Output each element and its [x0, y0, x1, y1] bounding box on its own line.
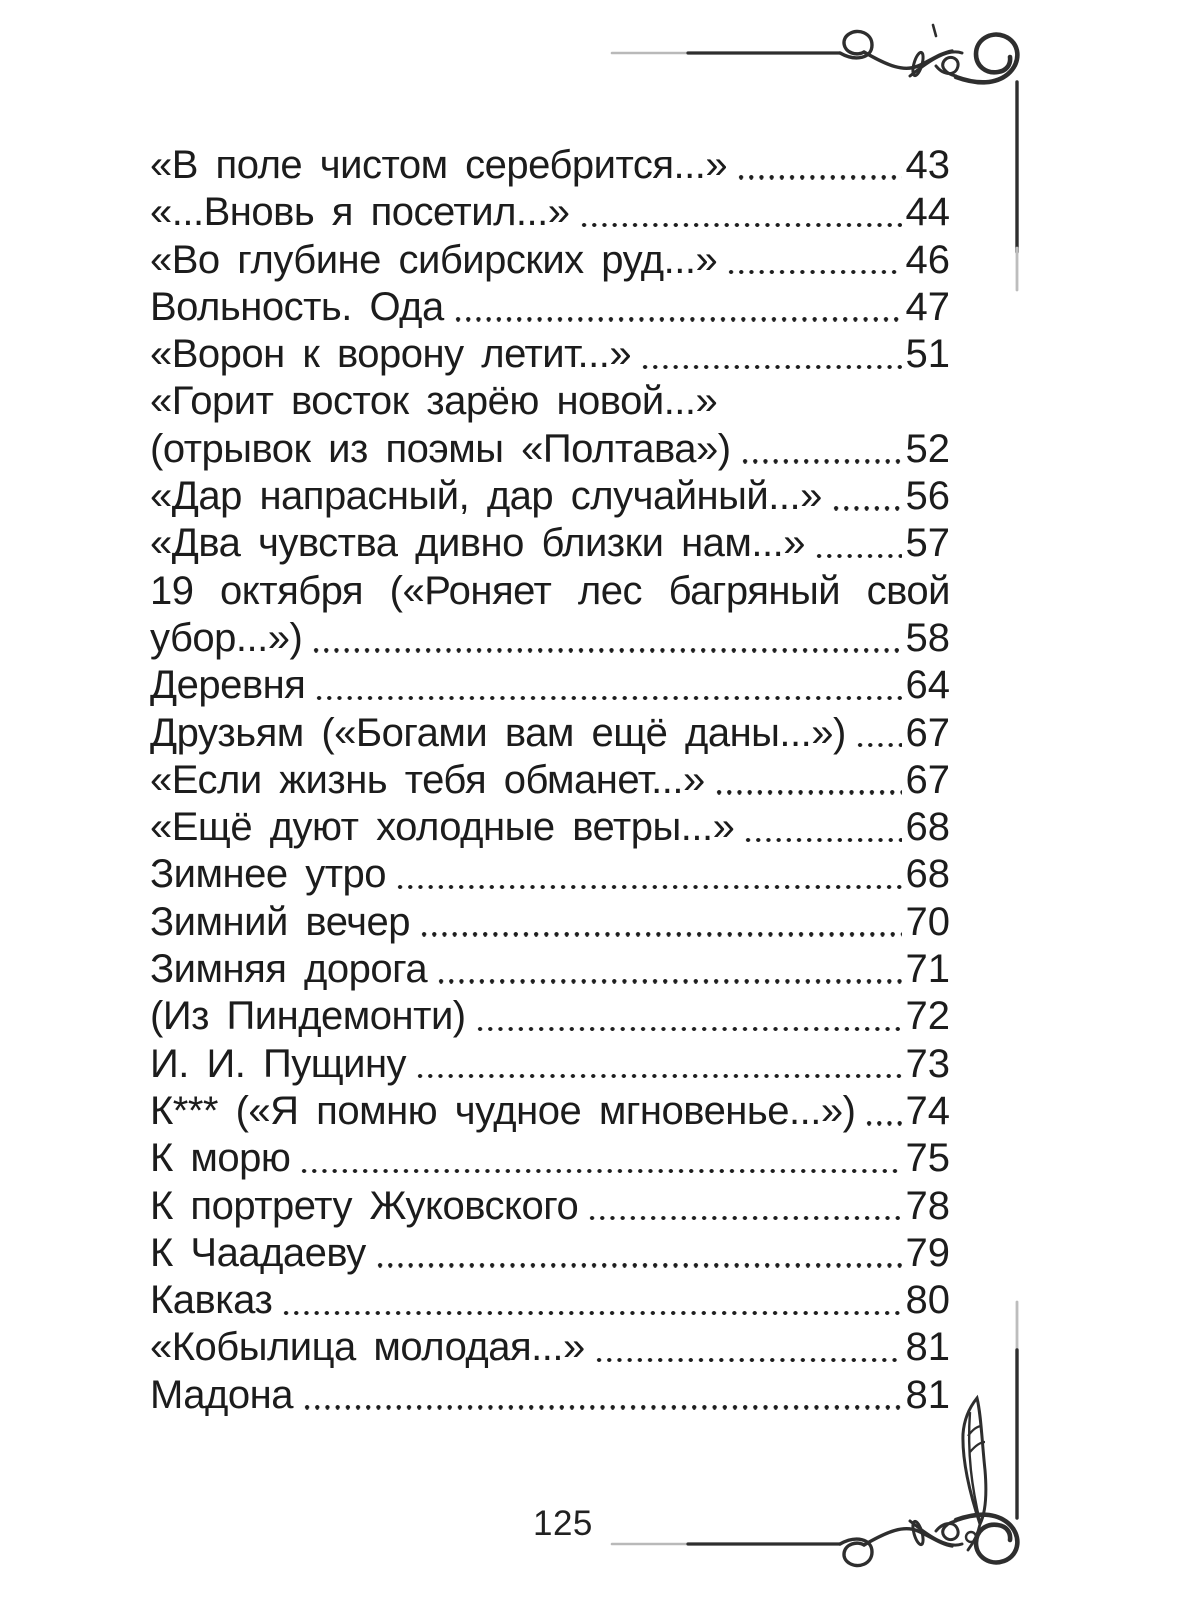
- toc-entry-page-number: 73: [905, 1041, 950, 1086]
- dot-leader: [281, 1311, 901, 1315]
- toc-entry: [150, 662, 950, 709]
- toc-entry-title: (отрывок из поэмы «Полтава»): [150, 426, 731, 471]
- toc-entry-title: 19 октября («Роняет лес багряный свой: [150, 568, 950, 613]
- toc-entry-page-number: 81: [905, 1372, 950, 1417]
- toc-entry-title: Деревня: [150, 663, 306, 708]
- toc-entry-title: Друзьям («Богами вам ещё даны...»): [150, 710, 846, 755]
- toc-entry-title: Вольность. Ода: [150, 284, 444, 329]
- dot-leader: [587, 1216, 901, 1220]
- dot-leader: [302, 1405, 902, 1409]
- toc-entry-page-number: 51: [905, 332, 950, 377]
- toc-entry-title: К Чаадаеву: [150, 1230, 366, 1275]
- dot-leader: [436, 979, 901, 983]
- toc-entry-title: Зимнее утро: [150, 852, 387, 897]
- dot-leader: [740, 459, 902, 463]
- toc-entry-title: Мадона: [150, 1372, 293, 1417]
- toc-entry-title: убор...»): [150, 615, 303, 660]
- toc-entry-title: И. И. Пущину: [150, 1041, 407, 1086]
- toc-entry-page-number: 70: [905, 899, 950, 944]
- toc-entry: [150, 1183, 950, 1230]
- dot-leader: [864, 1121, 901, 1125]
- toc-entry: [150, 615, 950, 662]
- toc-entry: [150, 473, 950, 520]
- dot-leader: [855, 743, 902, 747]
- toc-entry-page-number: 57: [905, 521, 950, 566]
- toc-entry: [150, 1324, 950, 1371]
- toc-entry-title: Кавказ: [150, 1278, 273, 1323]
- toc-entry: [150, 757, 950, 804]
- dot-leader: [640, 365, 901, 369]
- toc-entry-page-number: 47: [905, 284, 950, 329]
- toc-entry: [150, 331, 950, 378]
- toc-entry: [150, 899, 950, 946]
- toc-entry: [150, 568, 950, 615]
- toc-entry-page-number: 74: [905, 1088, 950, 1133]
- toc-entry-page-number: 43: [905, 143, 950, 187]
- dot-leader: [419, 932, 902, 936]
- toc-entry-title: «Горит восток зарёю новой...»: [150, 379, 718, 424]
- toc-entry-title: «Ещё дуют холодные ветры...»: [150, 805, 735, 850]
- toc-entry-title: «Если жизнь тебя обманет...»: [150, 757, 705, 802]
- folio-page-number: 125: [533, 1504, 593, 1543]
- toc-entry-page-number: 64: [905, 663, 950, 708]
- toc-entry: [150, 804, 950, 851]
- toc-entry: [150, 710, 950, 757]
- toc-entry: [150, 378, 950, 425]
- toc-entry-title: «Во глубине сибирских руд...»: [150, 237, 718, 282]
- toc-entry-page-number: 71: [905, 947, 950, 992]
- toc-entry-title: Зимняя дорога: [150, 947, 428, 992]
- toc-entry: [150, 284, 950, 331]
- toc-entry-title: К*** («Я помню чудное мгновенье...»): [150, 1088, 856, 1133]
- dot-leader: [314, 696, 901, 700]
- toc-entry-title: К портрету Жуковского: [150, 1183, 579, 1228]
- dot-leader: [726, 270, 901, 274]
- dot-leader: [736, 175, 901, 179]
- toc-entry: [150, 1088, 950, 1135]
- toc-entry-page-number: 68: [905, 852, 950, 897]
- toc-entry-page-number: 52: [905, 426, 950, 471]
- toc-entry: [150, 520, 950, 567]
- dot-leader: [453, 317, 902, 321]
- toc-entry-title: «В поле чистом серебрится...»: [150, 143, 728, 187]
- dot-leader: [311, 648, 901, 652]
- toc-entry-title: «Два чувства дивно близки нам...»: [150, 521, 806, 566]
- dot-leader: [375, 1263, 902, 1267]
- toc-entry-page-number: 72: [905, 994, 950, 1039]
- toc-entry-title: (Из Пиндемонти): [150, 994, 466, 1039]
- dot-leader: [475, 1027, 902, 1031]
- toc-entry-page-number: 67: [905, 710, 950, 755]
- dot-leader: [395, 885, 901, 889]
- toc-entry-title: Зимний вечер: [150, 899, 410, 944]
- toc-entry-page-number: 68: [905, 805, 950, 850]
- dot-leader: [415, 1074, 901, 1078]
- dot-leader: [714, 790, 902, 794]
- toc-entry-page-number: 67: [905, 757, 950, 802]
- dot-leader: [579, 223, 902, 227]
- toc-entry-page-number: 78: [905, 1183, 950, 1228]
- toc-entry-title: «Дар напрасный, дар случайный...»: [150, 474, 822, 519]
- toc-entry: [150, 1135, 950, 1182]
- toc-entry-title: «...Вновь я посетил...»: [150, 190, 570, 235]
- toc-entry: [150, 1041, 950, 1088]
- toc-entry-page-number: 44: [905, 190, 950, 235]
- dot-leader: [743, 838, 901, 842]
- toc-entry-page-number: 80: [905, 1278, 950, 1323]
- toc-entry-page-number: 79: [905, 1230, 950, 1275]
- feather-quill-icon: [963, 1398, 986, 1550]
- toc-entry-page-number: 81: [905, 1325, 950, 1370]
- toc-entry: [150, 1372, 950, 1419]
- toc-entry-page-number: 56: [905, 474, 950, 519]
- dot-leader: [831, 506, 902, 510]
- dot-leader: [594, 1358, 902, 1362]
- toc-entry-page-number: 46: [905, 237, 950, 282]
- toc-entry: [150, 1277, 950, 1324]
- toc-entry-page-number: 75: [905, 1136, 950, 1181]
- toc-entry-title: К морю: [150, 1136, 291, 1181]
- toc-entry: [150, 993, 950, 1040]
- toc-entry: [150, 946, 950, 993]
- dot-leader: [814, 554, 901, 558]
- toc-entry-title: «Кобылица молодая...»: [150, 1325, 585, 1370]
- dot-leader: [299, 1169, 901, 1173]
- toc-entry: [150, 1230, 950, 1277]
- table-of-contents: [150, 142, 950, 1419]
- toc-entry-title: «Ворон к ворону летит...»: [150, 332, 632, 377]
- toc-entry: [150, 851, 950, 898]
- toc-entry: [150, 237, 950, 284]
- toc-entry: [150, 189, 950, 236]
- toc-entry: [150, 142, 950, 189]
- toc-entry: [150, 426, 950, 473]
- toc-entry-page-number: 58: [905, 615, 950, 660]
